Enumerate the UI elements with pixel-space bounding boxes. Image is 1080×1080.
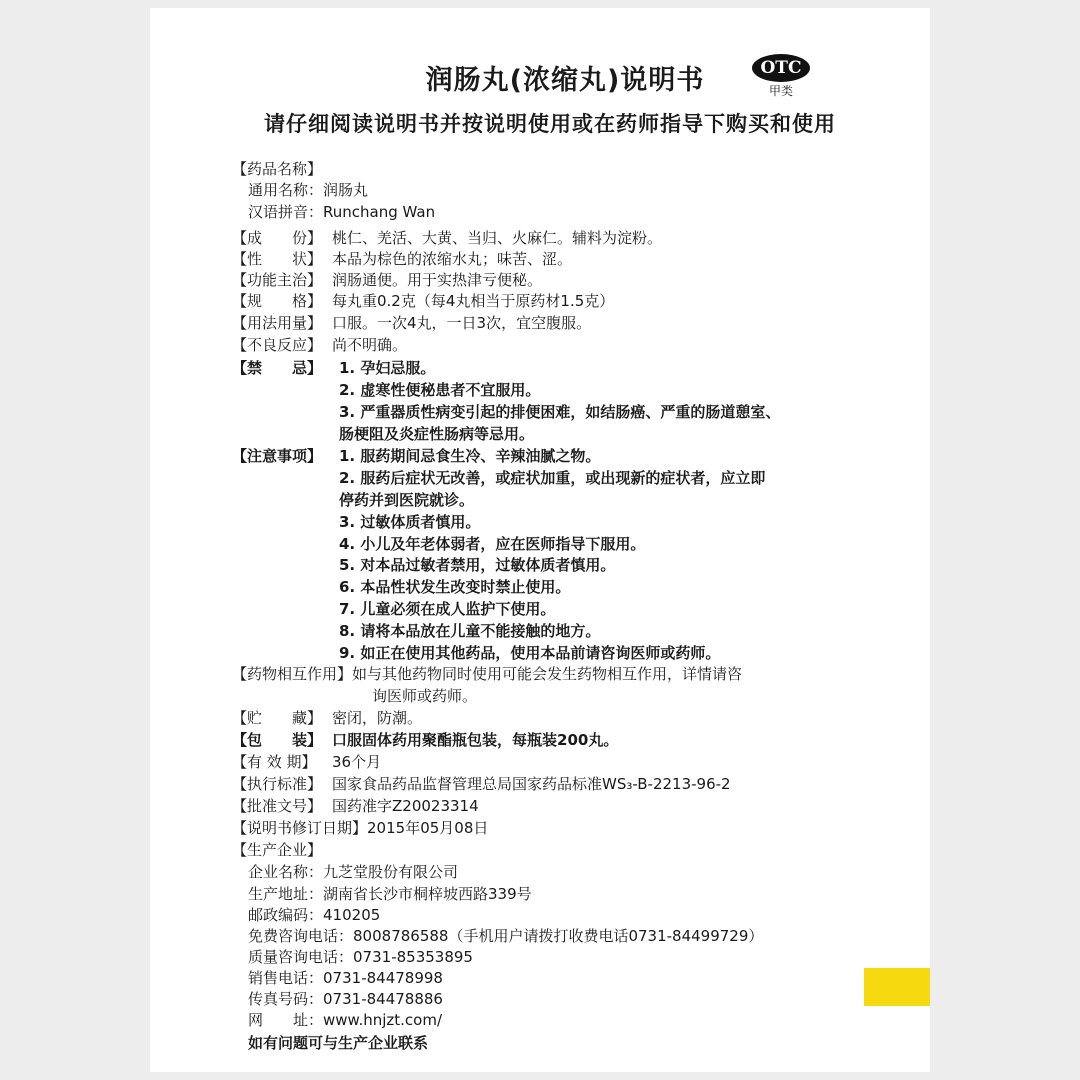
revision-row	[232, 818, 488, 839]
revision-value: 2015年05月08日	[367, 819, 489, 837]
package-row	[232, 730, 618, 751]
hotline-label: 免费咨询电话：	[248, 927, 354, 945]
adverse-row	[232, 335, 407, 356]
fax-row	[248, 989, 443, 1010]
generic-name-label: 通用名称：	[248, 181, 324, 199]
sales-phone-value: 0731-84478998	[323, 969, 443, 987]
postcode-row	[248, 905, 380, 926]
specification-value: 每丸重0.2克（每4丸相当于原药材1.5克）	[332, 292, 615, 310]
specification-label: 【规 格】	[232, 292, 323, 310]
contact-note: 如有问题可与生产企业联系	[248, 1034, 429, 1052]
indications-value: 润肠通便。用于实热津亏便秘。	[332, 271, 543, 289]
sales-phone-row	[248, 968, 443, 989]
indications-row	[232, 270, 542, 291]
company-name-label: 企业名称：	[248, 863, 324, 881]
pinyin-label: 汉语拼音：	[248, 203, 324, 221]
precautions-label: 【注意事项】	[232, 447, 323, 465]
specification-row	[232, 291, 614, 312]
validity-label: 【有 效 期】	[232, 753, 317, 771]
contraindications-label: 【禁 忌】	[232, 359, 323, 377]
contraindication-item: 肠梗阻及炎症性肠病等忌用。	[339, 425, 535, 443]
interactions-row	[232, 664, 742, 685]
approval-value: 国药准字Z20023314	[332, 797, 479, 815]
postcode-label: 邮政编码：	[248, 906, 324, 924]
standard-label: 【执行标准】	[232, 775, 323, 793]
dosage-value: 口服。一次4丸，一日3次，宜空腹服。	[332, 314, 592, 332]
website-row	[248, 1010, 442, 1031]
precaution-item: 1. 服药期间忌食生冷、辛辣油腻之物。	[339, 447, 601, 465]
generic-name-row	[248, 180, 368, 201]
precaution-item: 5. 对本品过敏者禁用，过敏体质者慎用。	[339, 556, 616, 574]
quality-phone-row	[248, 947, 473, 968]
hotline-value: 8008786588（手机用户请拨打收费电话0731-84499729）	[353, 927, 764, 945]
drug-name-heading: 【药品名称】	[232, 160, 323, 178]
contraindication-item: 3. 严重器质性病变引起的排便困难，如结肠癌、严重的肠道憩室、	[339, 403, 781, 421]
document-title: 润肠丸(浓缩丸)说明书	[425, 65, 705, 96]
precaution-item: 3. 过敏体质者慎用。	[339, 513, 481, 531]
sales-phone-label: 销售电话：	[248, 969, 324, 987]
contraindication-item: 2. 虚寒性便秘患者不宜服用。	[339, 381, 541, 399]
quality-phone-label: 质量咨询电话：	[248, 948, 354, 966]
generic-name-value: 润肠丸	[323, 181, 369, 199]
revision-label: 【说明书修订日期】	[232, 819, 368, 837]
postcode-value: 410205	[323, 906, 381, 924]
precaution-item: 停药并到医院就诊。	[339, 491, 475, 509]
address-row	[248, 884, 532, 905]
address-value: 湖南省长沙市桐梓坡西路339号	[323, 885, 532, 903]
otc-badge: OTC	[752, 54, 810, 82]
properties-row	[232, 249, 572, 270]
contraindication-item: 1. 孕妇忌服。	[339, 359, 436, 377]
standard-row	[232, 774, 731, 795]
precaution-item: 4. 小儿及年老体弱者，应在医师指导下服用。	[339, 535, 646, 553]
fax-label: 传真号码：	[248, 990, 324, 1008]
standard-value: 国家食品药品监督管理总局国家药品标准WS₃-B-2213-96-2	[332, 775, 731, 793]
interactions-value-line2: 询医师或药师。	[372, 687, 478, 705]
website-label: 网 址：	[248, 1011, 324, 1029]
company-name-value: 九芝堂股份有限公司	[323, 863, 459, 881]
otc-class-label: 甲类	[768, 84, 793, 98]
address-label: 生产地址：	[248, 885, 324, 903]
storage-label: 【贮 藏】	[232, 709, 323, 727]
adverse-value: 尚不明确。	[332, 336, 408, 354]
company-name-row	[248, 862, 458, 883]
ingredients-value: 桃仁、羌活、大黄、当归、火麻仁。辅料为淀粉。	[332, 229, 663, 247]
precaution-item: 8. 请将本品放在儿童不能接触的地方。	[339, 622, 601, 640]
properties-label: 【性 状】	[232, 250, 323, 268]
interactions-value-line1: 如与其他药物同时使用可能会发生药物相互作用，详情请咨	[352, 665, 743, 683]
dosage-label: 【用法用量】	[232, 314, 323, 332]
quality-phone-value: 0731-85353895	[353, 948, 473, 966]
precaution-item: 7. 儿童必须在成人监护下使用。	[339, 600, 556, 618]
approval-label: 【批准文号】	[232, 797, 323, 815]
dosage-row	[232, 313, 591, 334]
approval-row	[232, 796, 479, 817]
package-label: 【包 装】	[232, 731, 323, 749]
precaution-item: 2. 服药后症状无改善，或症状加重，或出现新的症状者，应立即	[339, 469, 766, 487]
yellow-edge-tab	[864, 968, 930, 1006]
hotline-row	[248, 926, 763, 947]
website-value: www.hnjzt.com/	[323, 1011, 443, 1029]
ingredients-label: 【成 份】	[232, 229, 323, 247]
properties-value: 本品为棕色的浓缩水丸；味苦、涩。	[332, 250, 573, 268]
pinyin-row	[248, 202, 435, 223]
manufacturer-heading: 【生产企业】	[232, 841, 323, 859]
fax-value: 0731-84478886	[323, 990, 443, 1008]
adverse-label: 【不良反应】	[232, 336, 323, 354]
interactions-label: 【药物相互作用】	[232, 665, 353, 683]
precaution-item: 6. 本品性状发生改变时禁止使用。	[339, 578, 571, 596]
pinyin-value: Runchang Wan	[323, 203, 436, 221]
package-value: 口服固体药用聚酯瓶包装，每瓶装200丸。	[332, 731, 619, 749]
document-subtitle: 请仔细阅读说明书并按说明使用或在药师指导下购买和使用	[264, 112, 836, 136]
storage-row	[232, 708, 422, 729]
validity-row	[232, 752, 381, 773]
storage-value: 密闭，防潮。	[332, 709, 423, 727]
indications-label: 【功能主治】	[232, 271, 323, 289]
ingredients-row	[232, 228, 662, 249]
precaution-item: 9. 如正在使用其他药品，使用本品前请咨询医师或药师。	[339, 644, 721, 662]
validity-value: 36个月	[332, 753, 382, 771]
